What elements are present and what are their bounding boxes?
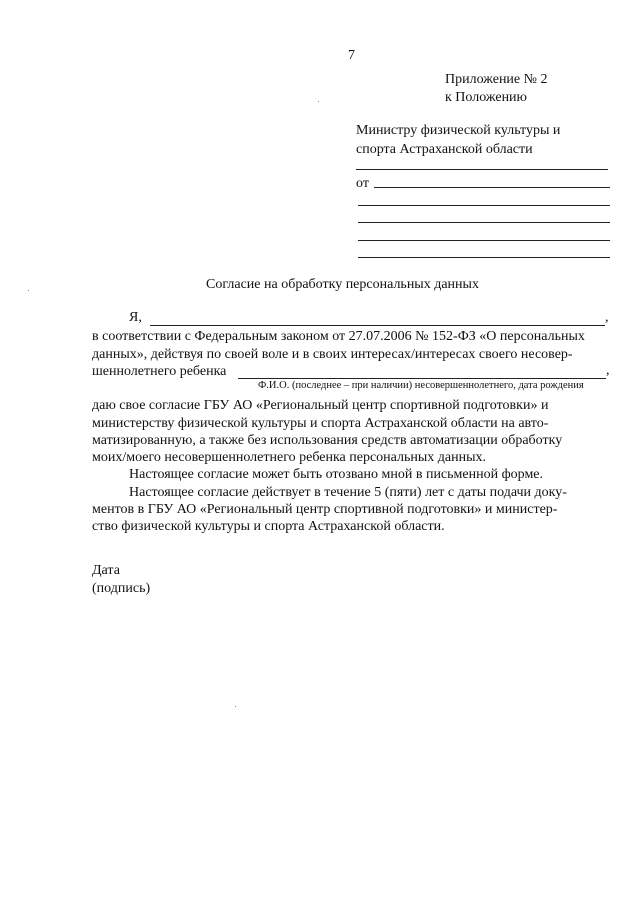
paragraph-1-line-5: министерству физической культуры и спорта Астраханской области на авто- xyxy=(92,416,549,431)
page-number: 7 xyxy=(348,48,355,63)
paragraph-3-line-1: Настоящее согласие действует в течение 5 (пяти) лет с даты подачи доку- xyxy=(129,485,567,500)
paragraph-1-line-2: данных», действуя по своей воле и в своих интересах/интересах своего несовер- xyxy=(92,347,573,362)
paragraph-1-line-3: шеннолетнего ребенка xyxy=(92,364,227,379)
comma-1: , xyxy=(605,310,609,325)
from-label: от xyxy=(356,176,369,191)
paragraph-3-line-3: ство физической культуры и спорта Астраханской области. xyxy=(92,519,445,534)
addressee-blank-line-1 xyxy=(356,169,608,170)
scan-speck xyxy=(318,101,319,102)
date-label: Дата xyxy=(92,563,120,578)
comma-2: , xyxy=(606,363,610,378)
paragraph-1-line-6: матизированную, а также без использования средств автоматизации обработку xyxy=(92,433,563,448)
from-blank-line xyxy=(374,187,610,188)
addressee-blank-line-4 xyxy=(358,240,610,241)
paragraph-1-line-1: в соответствии с Федеральным законом от 27.07.2006 № 152-ФЗ «О персональных xyxy=(92,329,585,344)
document-title: Согласие на обработку персональных данных xyxy=(206,277,479,292)
addressee-blank-line-5 xyxy=(358,257,610,258)
ya-label: Я, xyxy=(129,310,142,325)
appendix-line-2: к Положению xyxy=(445,90,528,105)
scan-speck xyxy=(235,706,236,707)
signature-label: (подпись) xyxy=(92,581,151,596)
paragraph-3-line-2: ментов в ГБУ АО «Региональный центр спортивной подготовки» и министер- xyxy=(92,502,558,517)
addressee-line-1: Министру физической культуры и xyxy=(356,123,561,138)
child-name-blank-line xyxy=(238,378,606,379)
child-name-caption: Ф.И.О. (последнее – при наличии) несовершеннолетнего, дата рождения xyxy=(258,380,584,391)
addressee-blank-line-3 xyxy=(358,222,610,223)
scan-speck xyxy=(28,290,29,291)
appendix-line-1: Приложение № 2 xyxy=(445,72,548,87)
paragraph-2: Настоящее согласие может быть отозвано мной в письменной форме. xyxy=(129,467,544,482)
name-blank-line xyxy=(150,325,605,326)
paragraph-1-line-7: моих/моего несовершеннолетнего ребенка персональных данных. xyxy=(92,450,487,465)
addressee-blank-line-2 xyxy=(358,205,610,206)
paragraph-1-line-4: даю свое согласие ГБУ АО «Региональный центр спортивной подготовки» и xyxy=(92,398,549,413)
addressee-line-2: спорта Астраханской области xyxy=(356,142,533,157)
